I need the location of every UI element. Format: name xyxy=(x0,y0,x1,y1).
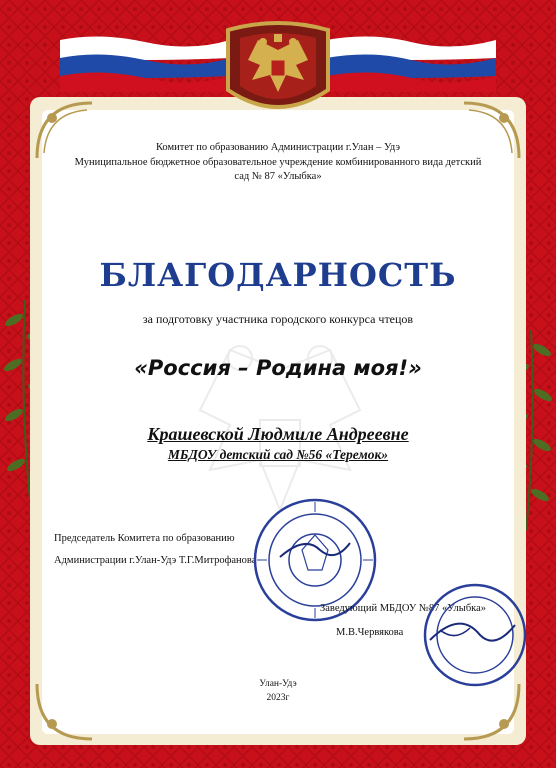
chairman-name: Администрации г.Улан-Удэ Т.Г.Митрофанова xyxy=(54,555,257,566)
russian-flag-right-icon xyxy=(326,32,496,92)
footer-year: 2023г xyxy=(266,693,290,703)
recipient-name: Крашевской Людмиле Андреевне xyxy=(147,424,409,444)
double-headed-eagle-emblem-icon xyxy=(218,20,338,124)
head-title: Заведующий МБДОУ №87 «Улыбка» xyxy=(320,603,487,614)
recipient-organization: МБДОУ детский сад №56 «Теремок» xyxy=(167,447,389,462)
header-line-2: Муниципальное бюджетное образовательное учреждение комбинированного вида детский xyxy=(74,157,482,168)
chairman-title: Председатель Комитета по образованию xyxy=(54,533,235,544)
official-stamp-right-icon xyxy=(420,580,530,690)
head-name: М.В.Червякова xyxy=(336,627,404,638)
header-line-1: Комитет по образованию Администрации г.Улан – Удэ xyxy=(155,142,401,153)
contest-motto: «Россия – Родина моя!» xyxy=(134,356,422,380)
footer-city: Улан-Удэ xyxy=(259,679,297,689)
certificate-title: БЛАГОДАРНОСТЬ xyxy=(99,256,457,294)
header-line-3: сад № 87 «Улыбка» xyxy=(234,171,322,182)
subtitle: за подготовку участника городского конкурса чтецов xyxy=(142,312,414,326)
russian-flag-left-icon xyxy=(60,32,230,92)
